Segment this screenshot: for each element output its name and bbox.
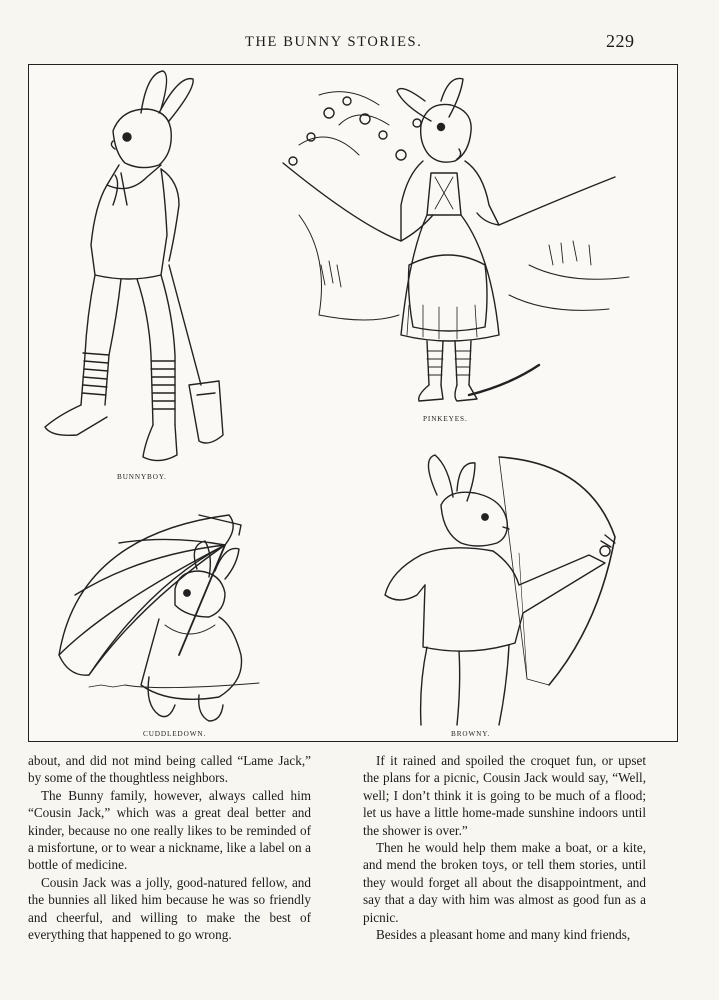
pinkeyes-illustration <box>283 78 629 401</box>
paragraph: Then he would help them make a boat, or a kite, and mend the broken toys, or tell them stories, until they would forget all about the disappointment, and say that a day with him was almost as good fun as a picnic. <box>363 840 646 925</box>
running-head <box>0 31 719 54</box>
illustration-plate <box>28 64 678 742</box>
browny-illustration <box>385 455 615 725</box>
running-title: THE BUNNY STORIES. <box>245 34 423 50</box>
illustration-drawings <box>29 65 679 743</box>
text-column-left <box>28 752 311 943</box>
paragraph: The Bunny family, however, always called him “Cousin Jack,” which was a great deal better and kinder, because no one really likes to be reminded of a misfortune, or to wear a nickname, like a label on a bottle of medicine. <box>28 787 311 873</box>
paragraph: Besides a pleasant home and many kind friends, <box>376 927 631 943</box>
bunnyboy-illustration <box>45 71 223 461</box>
caption-cuddledown: CUDDLEDOWN. <box>143 730 207 738</box>
caption-browny: BROWNY. <box>451 730 491 738</box>
page-number: 229 <box>606 31 635 51</box>
cuddledown-illustration <box>59 515 259 721</box>
caption-pinkeyes: PINKEYES. <box>423 415 468 423</box>
text-column-right <box>363 752 646 943</box>
paragraph: about, and did not mind being called “Lame Jack,” by some of the thoughtless neighbors. <box>28 753 311 786</box>
paragraph: If it rained and spoiled the croquet fun, or upset the plans for a picnic, Cousin Jack would say, “Well, well; I don’t think it is going to be much of a flood; let us have a little home-made sunshine indoors until the shower is over.” <box>363 753 646 838</box>
paragraph: Cousin Jack was a jolly, good-natured fellow, and the bunnies all liked him because he was so friendly and cheerful, and willing to make the best of everything that happened to go wrong. <box>28 874 311 943</box>
caption-bunnyboy: BUNNYBOY. <box>117 473 167 481</box>
